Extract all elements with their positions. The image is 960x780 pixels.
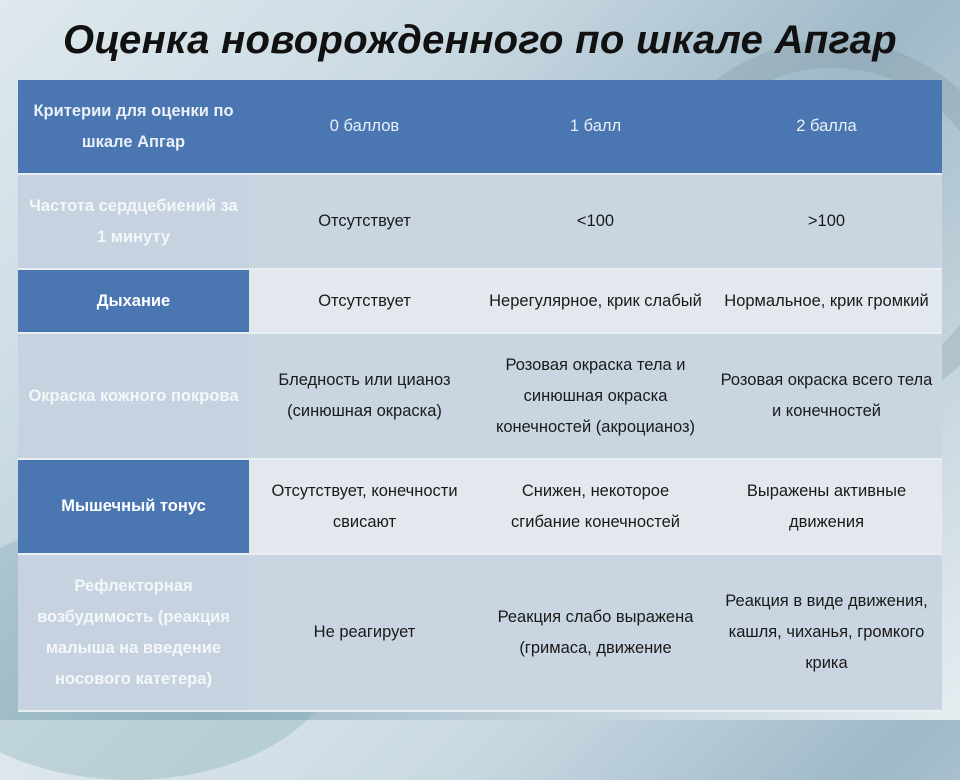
table-row (18, 174, 942, 269)
header-score-2: 2 балла (711, 80, 942, 174)
criterion-muscle-tone: Мышечный тонус (18, 459, 249, 554)
cell-score-1: Нерегулярное, крик слабый (480, 269, 711, 333)
header-score-0: 0 баллов (249, 80, 480, 174)
cell-score-2: Реакция в виде движения, кашля, чиханья, громкого крика (711, 554, 942, 711)
cell-score-0: Отсутствует, конечности свисают (249, 459, 480, 554)
cell-score-1: Снижен, некоторое сгибание конечностей (480, 459, 711, 554)
table-header-row (18, 80, 942, 174)
table-row (18, 269, 942, 333)
cell-score-0: Бледность или цианоз (синюшная окраска) (249, 333, 480, 459)
criterion-breathing: Дыхание (18, 269, 249, 333)
header-criteria: Критерии для оценки по шкале Апгар (18, 80, 249, 174)
cell-score-2: >100 (711, 174, 942, 269)
header-score-1: 1 балл (480, 80, 711, 174)
apgar-table (18, 80, 942, 712)
cell-score-0: Отсутствует (249, 269, 480, 333)
table-row (18, 459, 942, 554)
cell-score-0: Отсутствует (249, 174, 480, 269)
cell-score-0: Не реагирует (249, 554, 480, 711)
cell-score-2: Выражены активные движения (711, 459, 942, 554)
cell-score-1: <100 (480, 174, 711, 269)
cell-score-1: Реакция слабо выражена (гримаса, движение (480, 554, 711, 711)
cell-score-1: Розовая окраска тела и синюшная окраска конечностей (акроцианоз) (480, 333, 711, 459)
criterion-reflex: Рефлекторная возбудимость (реакция малыша на введение носового катетера) (18, 554, 249, 711)
cell-score-2: Розовая окраска всего тела и конечностей (711, 333, 942, 459)
table-row (18, 333, 942, 459)
criterion-skin-color: Окраска кожного покрова (18, 333, 249, 459)
table-row (18, 554, 942, 711)
criterion-heart-rate: Частота сердцебиений за 1 минуту (18, 174, 249, 269)
cell-score-2: Нормальное, крик громкий (711, 269, 942, 333)
page-title: Оценка новорожденного по шкале Апгар (63, 18, 897, 62)
